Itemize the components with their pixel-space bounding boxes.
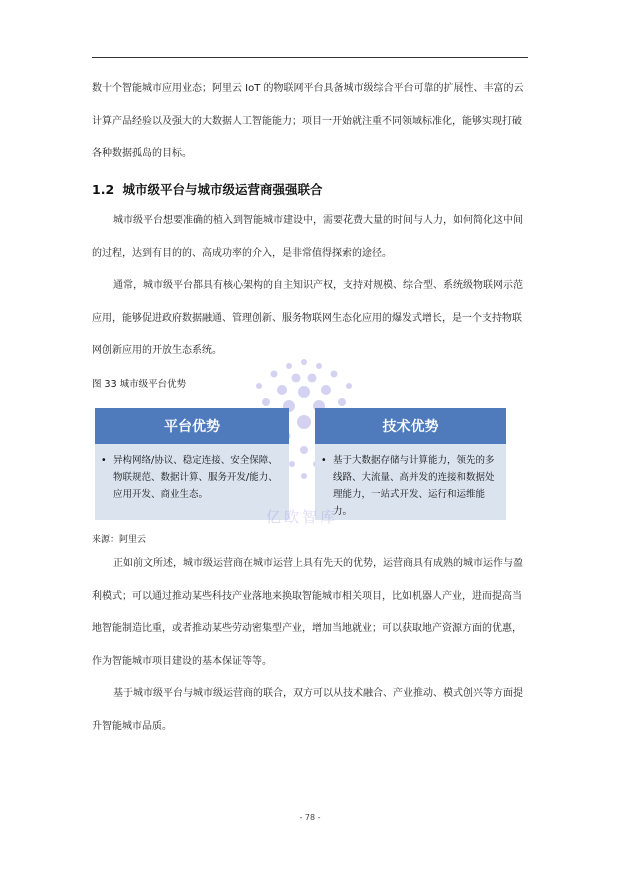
figure-caption: 图 33 城市级平台优势	[92, 379, 187, 390]
paragraph-platform-architecture: 通常，城市级平台都具有核心架构的自主知识产权，支持对规模、综合型、系统级物联网示范应用，能够促进政府数据融通、管理创新、服务物联网生态化应用的爆发式增长，是一个支持物联网创新应用的开放生态系统。	[92, 280, 523, 356]
technical-advantage-panel	[315, 408, 506, 520]
watermark-text: 亿欧智库	[265, 508, 338, 526]
header-rule	[92, 57, 528, 58]
platform-advantage-panel	[95, 408, 289, 520]
paragraph-operator-advantage: 正如前文所述，城市级运营商在城市运营上具有先天的优势，运营商具有成熟的城市运作与盈利模式；可以通过推动某些科技产业落地来换取智能城市相关项目，比如机器人产业，进而提高当地智能制造比重，或者推动某些劳动密集型产业，增加当地就业；可以获取地产资源方面的优惠，作为智能城市项目建设的基本保证等等。	[92, 558, 523, 667]
platform-advantage-text: 异构网络/协议、稳定连接、安全保障、物联规范、数据计算、服务开发/能力、应用开发、商业生态。	[113, 455, 278, 500]
page-number: - 78 -	[299, 813, 321, 822]
platform-advantage-title: 平台优势	[95, 408, 289, 444]
platform-advantage-body	[95, 444, 289, 503]
paragraph-intro: 数十个智能城市应用业态；阿里云 IoT 的物联网平台具备城市级综合平台可靠的扩展性、丰富的云计算产品经验以及强大的大数据人工智能能力；项目一开始就注重不同领域标准化，能够实现打破各种数据孤岛的目标。	[92, 83, 524, 159]
section-title: 城市级平台与城市级运营商强强联合	[122, 182, 323, 197]
bullet-icon: •	[101, 455, 107, 466]
technical-advantage-text: 基于大数据存储与计算能力，领先的多线路、大流量、高并发的连接和数据处理能力，一站式开发、运行和运维能力。	[333, 455, 495, 517]
section-heading	[92, 180, 323, 198]
technical-advantage-title: 技术优势	[315, 408, 506, 444]
bullet-icon: •	[321, 455, 327, 466]
section-number: 1.2	[92, 182, 115, 197]
paragraph-joint-benefit: 基于城市级平台与城市级运营商的联合，双方可以从技术融合、产业推动、模式创兴等方面提升智能城市品质。	[92, 688, 523, 732]
figure-source: 来源：阿里云	[92, 535, 147, 545]
paragraph-platform-integration: 城市级平台想要准确的植入到智能城市建设中，需要花费大量的时间与人力，如何简化这中间的过程，达到有目的的、高成功率的介入，是非常值得探索的途径。	[92, 215, 523, 259]
